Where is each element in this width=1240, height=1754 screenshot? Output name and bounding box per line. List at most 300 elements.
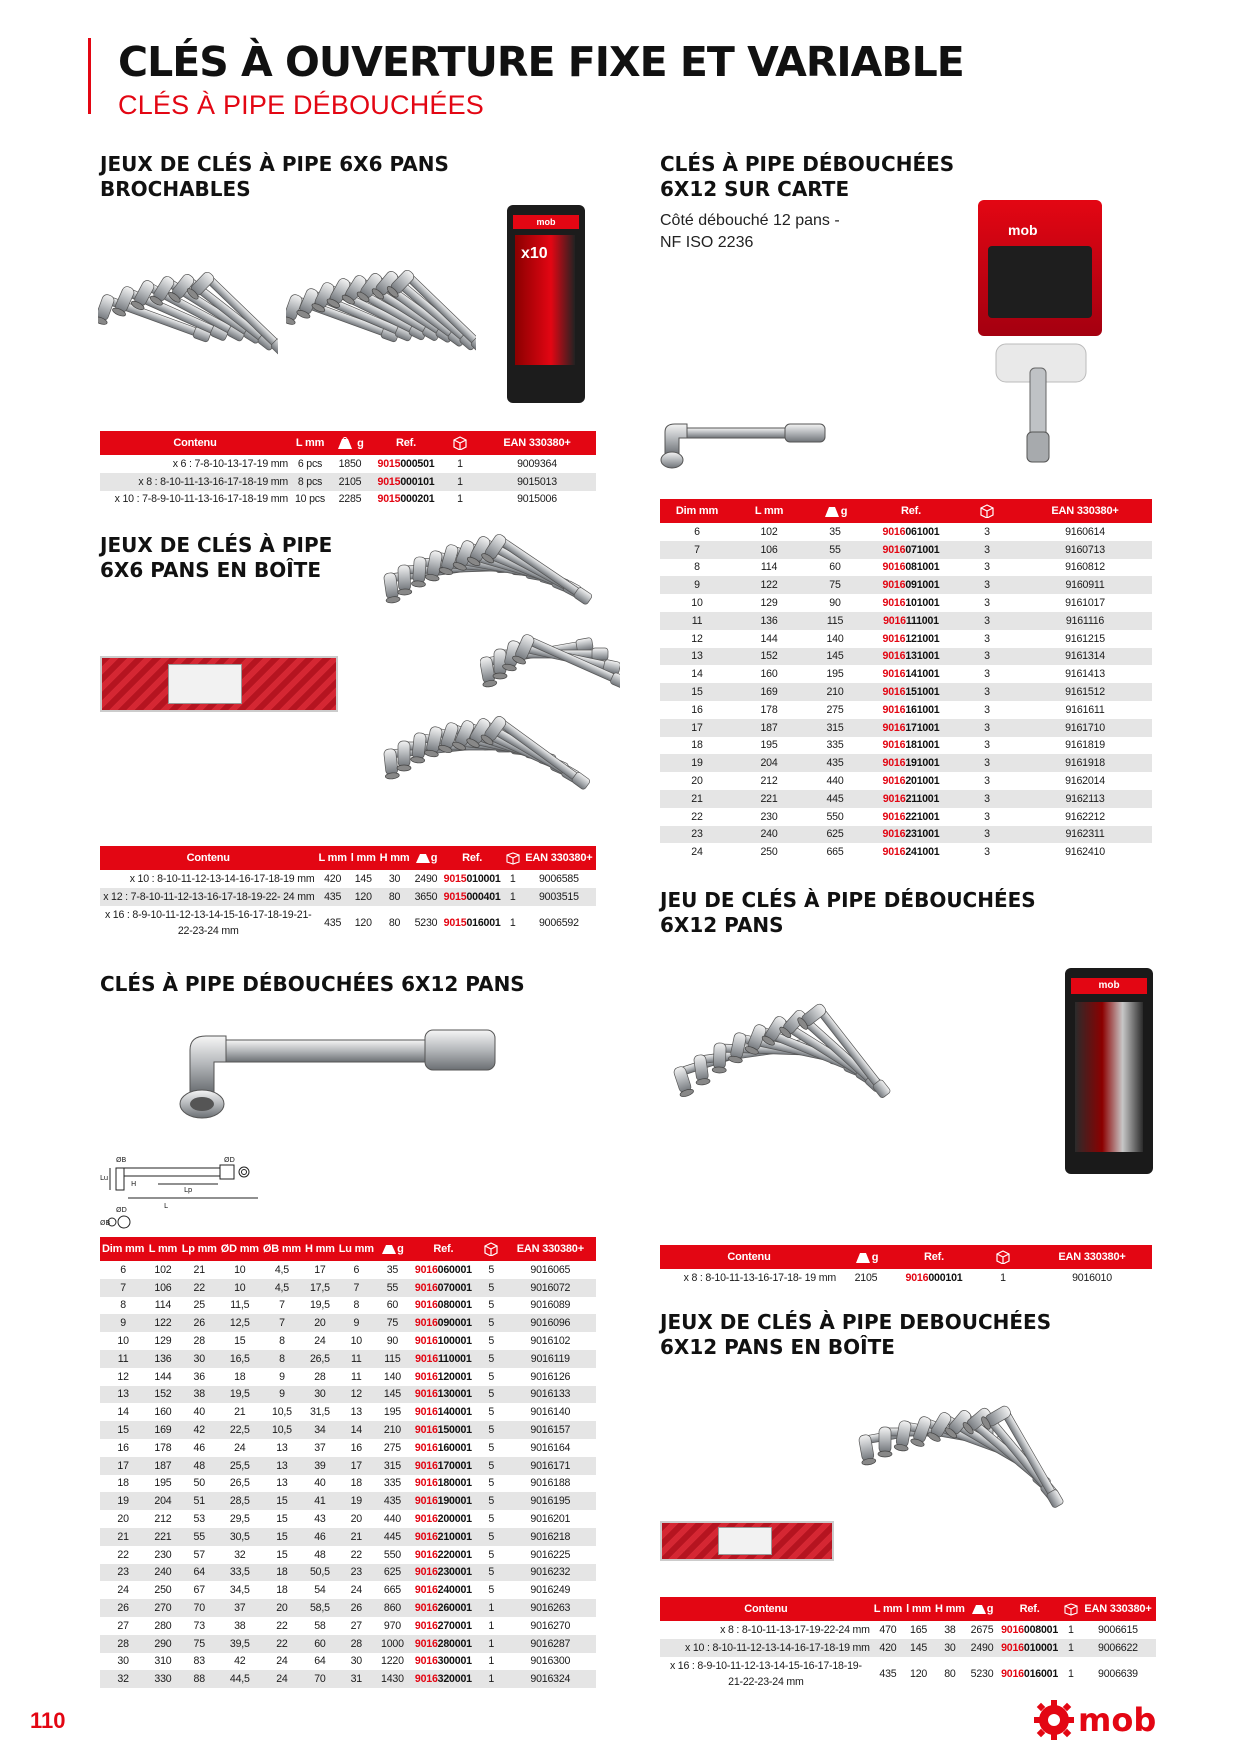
cell-l: 420 [872, 1639, 904, 1657]
table-row [100, 1617, 596, 1635]
cell-l: 221 [734, 790, 804, 808]
cell-ean: 9161512 [1018, 683, 1152, 701]
ref-prefix: 9016 [1001, 1623, 1024, 1636]
cell-ob: 13 [276, 1477, 288, 1490]
col-header-unit: g [871, 1250, 879, 1263]
cell-ob: 4,5 [261, 1279, 303, 1297]
cell-h: 38 [944, 1623, 956, 1636]
cell-l: 212 [760, 775, 778, 788]
cell-dim: 21 [100, 1528, 146, 1546]
cell-w: 120 [910, 1667, 928, 1680]
cell-ref [409, 1492, 478, 1510]
cell-h: 20 [303, 1314, 337, 1332]
table-row [100, 1332, 596, 1350]
ref-prefix: 9016 [414, 1424, 438, 1437]
table-row [100, 1439, 596, 1457]
ref-suffix: 190001 [437, 1495, 472, 1508]
cell-ean: 9160614 [1065, 525, 1105, 538]
col-header: Ref. [997, 1597, 1062, 1621]
cell-dim: 14 [117, 1406, 129, 1419]
cell-g: 665 [826, 846, 844, 859]
cell-l: 129 [154, 1335, 172, 1348]
cell-g: 1850 [338, 457, 362, 470]
cell-ean: 9009364 [517, 457, 557, 470]
col-header-weight [804, 499, 866, 523]
wrench-set-image [480, 622, 620, 702]
cell-ob: 10,5 [261, 1421, 303, 1439]
ref-suffix: 000401 [466, 890, 501, 903]
ref-prefix: 9015 [443, 916, 467, 929]
cell-ref [866, 630, 956, 648]
cell-qty: 3 [956, 576, 1018, 594]
col-header-box [504, 846, 522, 870]
ref-suffix: 008001 [1023, 1623, 1059, 1636]
ref-suffix: 220001 [437, 1548, 472, 1561]
cell-qty: 3 [984, 739, 990, 752]
ref-prefix: 9016 [414, 1281, 438, 1294]
cell-ref [409, 1475, 478, 1493]
ref-suffix: 070001 [437, 1281, 472, 1294]
cell-lu: 17 [337, 1457, 376, 1475]
cell-qty: 1 [442, 473, 478, 491]
cell-ref [409, 1546, 478, 1564]
cell-od: 24 [234, 1441, 246, 1454]
cell-ean: 9162311 [1018, 826, 1152, 844]
col-header-unit: g [840, 504, 848, 517]
cell-ean: 9161819 [1065, 739, 1105, 752]
cell-qty: 3 [984, 632, 990, 645]
ref-suffix: 131001 [905, 650, 940, 663]
case-image [660, 1521, 834, 1561]
ref-prefix: 9016 [882, 686, 906, 699]
cell-qty: 1 [478, 1670, 505, 1688]
cell-ob: 13 [261, 1457, 303, 1475]
table-row [660, 1269, 1152, 1287]
ref-prefix: 9015 [377, 493, 401, 506]
ref-prefix: 9016 [414, 1335, 438, 1348]
cell-dim: 17 [100, 1457, 146, 1475]
table-row [100, 1314, 596, 1332]
cell-qty: 5 [488, 1335, 495, 1348]
cell-l: 169 [734, 683, 804, 701]
cell-lu: 14 [337, 1421, 376, 1439]
cell-ob: 22 [276, 1619, 288, 1632]
cell-g: 2675 [970, 1623, 994, 1636]
cell-lu: 9 [337, 1314, 376, 1332]
cell-ref [866, 594, 956, 612]
cell-lp: 42 [180, 1421, 219, 1439]
table-row [100, 1564, 596, 1582]
cell-ob: 18 [276, 1584, 288, 1597]
cell-l: 250 [760, 846, 778, 859]
cell-qty: 5 [478, 1350, 505, 1368]
cell-qty: 5 [478, 1457, 505, 1475]
cell-dim: 18 [117, 1477, 129, 1490]
cell-dim: 6 [694, 525, 700, 538]
table-row [660, 1639, 1156, 1657]
weight-icon [336, 437, 354, 450]
ref-suffix: 180001 [437, 1477, 472, 1490]
cell-dim: 13 [100, 1386, 146, 1404]
cell-od: 15 [234, 1335, 246, 1348]
ref-suffix: 151001 [905, 686, 940, 699]
cell-ref [409, 1617, 478, 1635]
cell-qty: 5 [488, 1477, 495, 1490]
cell-ob: 8 [279, 1335, 285, 1348]
card-window [988, 246, 1092, 318]
cell-l: 240 [146, 1564, 179, 1582]
col-header-box [1062, 1597, 1080, 1621]
cell-qty: 3 [984, 775, 990, 788]
cell-dim: 27 [117, 1619, 129, 1632]
cell-g: 315 [376, 1457, 409, 1475]
col-header: Contenu [660, 1245, 838, 1269]
cell-ref [409, 1297, 478, 1315]
cell-qty: 1 [1068, 1667, 1074, 1680]
col-header: Contenu [100, 846, 316, 870]
table-row [100, 1457, 596, 1475]
cell-ean: 9161710 [1018, 719, 1152, 737]
description-line: NF ISO 2236 [660, 234, 754, 251]
cell-od: 39,5 [219, 1635, 261, 1653]
cell-lp: 53 [193, 1513, 205, 1526]
cell-ean: 9016201 [530, 1513, 571, 1526]
ref-prefix: 9016 [882, 721, 906, 734]
section-title-line: JEU DE CLÉS À PIPE DÉBOUCHÉES [660, 888, 1036, 912]
table-row [660, 754, 1152, 772]
cell-dim: 12 [691, 632, 703, 645]
cell-ean: 9006585 [538, 872, 579, 885]
cell-ean: 9015013 [478, 473, 596, 491]
cell-ob: 15 [276, 1548, 288, 1561]
cell-g: 60 [829, 561, 841, 574]
cell-lu: 11 [350, 1370, 362, 1383]
cell-qty: 1 [478, 1635, 505, 1653]
col-header: EAN 330380+ [505, 1237, 596, 1261]
cell-dim: 11 [660, 612, 734, 630]
cell-l: 240 [734, 826, 804, 844]
cell-h: 30 [303, 1386, 337, 1404]
cell-dim: 10 [117, 1335, 129, 1348]
cell-dim: 32 [100, 1670, 146, 1688]
cell-l: 160 [154, 1406, 172, 1419]
cell-g: 440 [826, 775, 844, 788]
cell-l: 435 [316, 888, 348, 906]
cell-qty: 3 [956, 719, 1018, 737]
ref-suffix: 300001 [437, 1655, 472, 1668]
cell-qty: 5 [488, 1406, 495, 1419]
cell-l: 122 [146, 1314, 179, 1332]
table-row [100, 1528, 596, 1546]
cell-qty: 3 [956, 683, 1018, 701]
cell-h: 31,5 [309, 1406, 330, 1419]
cell-l: 204 [146, 1492, 179, 1510]
cell-dim: 7 [660, 541, 734, 559]
cell-lp: 75 [180, 1635, 219, 1653]
cell-h: 80 [388, 916, 401, 929]
cell-g: 970 [383, 1619, 401, 1632]
table-row [100, 1599, 596, 1617]
box-icon [979, 504, 995, 518]
ref-prefix: 9016 [414, 1637, 438, 1650]
cell-ean: 9016324 [505, 1670, 596, 1688]
table-header-row [660, 1597, 1156, 1621]
cell-ean: 9016102 [530, 1335, 571, 1348]
cell-lu: 12 [337, 1386, 376, 1404]
cell-l: 470 [879, 1623, 897, 1636]
ref-prefix: 9016 [414, 1299, 438, 1312]
cell-dim: 13 [660, 648, 734, 666]
table-header-row [100, 1237, 596, 1261]
cell-lp: 55 [180, 1528, 219, 1546]
section-title-line: 6X6 PANS EN BOÎTE [100, 558, 321, 582]
ref-prefix: 9016 [414, 1548, 438, 1561]
cell-od: 28,5 [219, 1492, 261, 1510]
cell-h: 28 [314, 1370, 326, 1383]
table-row [660, 630, 1152, 648]
ref-prefix: 9016 [414, 1495, 438, 1508]
cell-h: 34 [303, 1421, 337, 1439]
cell-ref [866, 719, 956, 737]
cell-g: 2105 [330, 473, 370, 491]
cell-g: 1220 [381, 1655, 404, 1668]
table-row [100, 1297, 596, 1315]
table-row [100, 1635, 596, 1653]
table-sec5-wrapper [660, 1245, 1152, 1287]
cell-contenu: x 10 : 7-8-9-10-11-13-16-17-18-19 mm [114, 493, 288, 506]
dim-label: L [164, 1202, 168, 1210]
weight-icon [971, 1603, 987, 1615]
cell-od: 19,5 [219, 1386, 261, 1404]
cell-g: 55 [376, 1279, 409, 1297]
cell-w: 120 [354, 916, 372, 929]
product-table-sec6 [660, 1597, 1156, 1691]
ref-suffix: 110001 [437, 1352, 472, 1365]
page-number: 110 [30, 1708, 66, 1733]
cell-dim: 11 [100, 1350, 146, 1368]
cell-qty: 1 [488, 1619, 495, 1632]
col-header: EAN 330380+ [478, 431, 596, 455]
table-sec3-wrapper [100, 1237, 596, 1688]
cell-ean: 9016157 [505, 1421, 596, 1439]
cell-l: 136 [734, 612, 804, 630]
table-sec6-wrapper [660, 1597, 1156, 1691]
packaging-box-image [1065, 968, 1153, 1174]
col-header-weight [411, 846, 440, 870]
cell-od: 34,5 [229, 1584, 250, 1597]
col-header-unit: g [430, 851, 438, 864]
weight-icon [823, 505, 841, 518]
cell-qty: 5 [488, 1299, 495, 1312]
ref-prefix: 9016 [882, 792, 906, 805]
table-row [660, 594, 1152, 612]
contenu-line: 21-22-23-24 mm [728, 1675, 804, 1688]
cell-g: 275 [826, 703, 844, 716]
cell-qty: 5 [478, 1492, 505, 1510]
ref-prefix: 9016 [882, 597, 906, 610]
cell-ref [409, 1670, 478, 1688]
section-description [660, 210, 840, 254]
cell-ean: 9016263 [505, 1599, 596, 1617]
ref-suffix: 121001 [905, 632, 940, 645]
ref-suffix: 221001 [905, 810, 940, 823]
cell-l: 144 [154, 1370, 172, 1383]
ref-prefix: 9016 [414, 1459, 438, 1472]
cell-h: 54 [314, 1584, 326, 1597]
cell-od: 26,5 [229, 1477, 250, 1490]
table-row [660, 737, 1152, 755]
col-header-box [956, 499, 1018, 523]
cell-l: 8 pcs [290, 473, 330, 491]
cell-ean: 9162014 [1065, 775, 1105, 788]
cell-ean: 9016010 [1072, 1271, 1112, 1284]
cell-qty: 5 [478, 1528, 505, 1546]
ref-suffix: 101001 [905, 597, 940, 610]
cell-qty: 1 [509, 872, 516, 885]
ref-suffix: 091001 [905, 579, 940, 592]
table-row [100, 1261, 596, 1279]
ref-prefix: 9016 [414, 1602, 438, 1615]
cell-contenu [660, 1657, 872, 1691]
contenu-line: 22-23-24 mm [177, 924, 239, 937]
cell-ob: 15 [261, 1528, 303, 1546]
cell-g: 115 [804, 612, 866, 630]
ref-prefix: 9016 [882, 810, 906, 823]
packaging-brand-label: mob [1071, 978, 1147, 994]
cell-g: 445 [804, 790, 866, 808]
col-header-weight [376, 1237, 409, 1261]
cell-dim: 26 [100, 1599, 146, 1617]
cell-l: 330 [146, 1670, 179, 1688]
ref-prefix: 9016 [882, 757, 906, 770]
table-row [660, 541, 1152, 559]
cell-ref [866, 737, 956, 755]
cell-lu: 26 [337, 1599, 376, 1617]
cell-ref [409, 1510, 478, 1528]
col-header: L mm [290, 431, 330, 455]
cell-qty: 5 [478, 1421, 505, 1439]
cell-ean: 9006622 [1080, 1639, 1156, 1657]
ref-prefix: 9016 [414, 1388, 438, 1401]
cell-h: 80 [378, 888, 412, 906]
cell-ref [370, 491, 442, 509]
col-header-weight [838, 1245, 894, 1269]
cell-ref [441, 888, 504, 906]
col-header: Dim mm [660, 499, 734, 523]
cell-g: 5230 [414, 916, 438, 929]
cell-ref [409, 1386, 478, 1404]
cell-lp: 40 [193, 1406, 205, 1419]
cell-dim: 8 [694, 561, 700, 574]
ref-suffix: 241001 [905, 846, 940, 859]
cell-od: 37 [219, 1599, 261, 1617]
cell-od: 30,5 [219, 1528, 261, 1546]
cell-g: 1000 [376, 1635, 409, 1653]
cell-h: 17,5 [303, 1279, 337, 1297]
cell-ob: 24 [276, 1655, 288, 1668]
cell-w: 120 [349, 888, 378, 906]
ref-prefix: 9016 [882, 828, 906, 841]
sec4-table-body [660, 523, 1152, 861]
cell-l: 102 [154, 1263, 172, 1276]
cell-g: 315 [804, 719, 866, 737]
cell-g: 145 [804, 648, 866, 666]
col-header-box [974, 1245, 1032, 1269]
ref-suffix: 111001 [905, 614, 939, 627]
section-title-line: CLÉS À PIPE DÉBOUCHÉES [660, 152, 955, 176]
cell-ean: 9006639 [1098, 1667, 1138, 1680]
cell-ref [409, 1421, 478, 1439]
cell-ref [866, 576, 956, 594]
cell-ref [997, 1657, 1062, 1691]
col-header: L mm [872, 1597, 904, 1621]
cell-lp: 22 [180, 1279, 219, 1297]
ref-suffix: 200001 [437, 1513, 472, 1526]
cell-ref [409, 1581, 478, 1599]
col-header: EAN 330380+ [1018, 499, 1152, 523]
cell-g: 145 [376, 1386, 409, 1404]
cell-lu: 18 [350, 1477, 362, 1490]
cell-ref [409, 1457, 478, 1475]
col-header: Ref. [441, 846, 504, 870]
cell-ref [866, 790, 956, 808]
case-label [718, 1527, 772, 1555]
cell-od: 12,5 [219, 1314, 261, 1332]
ref-prefix: 9016 [415, 1352, 438, 1365]
cell-od: 18 [234, 1370, 246, 1383]
cell-ob: 9 [279, 1370, 285, 1383]
sec3-table-body [100, 1261, 596, 1688]
table-row [660, 683, 1152, 701]
cell-g: 2105 [854, 1271, 878, 1284]
table-row [660, 1621, 1156, 1639]
ref-suffix: 210001 [437, 1530, 472, 1543]
cell-ref [866, 683, 956, 701]
cell-od: 33,5 [219, 1564, 261, 1582]
col-header: Ref. [866, 499, 956, 523]
ref-prefix: 9016 [414, 1530, 438, 1543]
packaging-window [1075, 1002, 1143, 1152]
cell-ean: 9016089 [530, 1299, 571, 1312]
gear-logo-icon [1034, 1700, 1174, 1740]
ref-suffix: 240001 [437, 1584, 472, 1597]
cell-ref [409, 1635, 478, 1653]
cell-ean: 9161215 [1065, 632, 1105, 645]
cell-h: 70 [303, 1670, 337, 1688]
dimension-diagram [98, 1150, 258, 1230]
cell-dim: 20 [691, 775, 703, 788]
dim-label: Lu [100, 1174, 109, 1182]
table-row [660, 843, 1152, 861]
col-header-unit: g [397, 1242, 404, 1255]
cell-lp: 28 [193, 1335, 205, 1348]
cell-l: 6 pcs [297, 457, 323, 470]
table-row [100, 906, 596, 940]
cell-g: 335 [383, 1477, 401, 1490]
table-row [100, 1350, 596, 1368]
cell-ean: 9161314 [1018, 648, 1152, 666]
cell-ean: 9016249 [530, 1584, 571, 1597]
cell-ref [997, 1621, 1062, 1639]
box-icon [995, 1250, 1011, 1264]
cell-dim: 15 [100, 1421, 146, 1439]
ref-suffix: 010001 [1023, 1641, 1059, 1654]
ref-suffix: 080001 [437, 1299, 472, 1312]
cell-h: 26,5 [303, 1350, 337, 1368]
ref-prefix: 9016 [414, 1370, 438, 1383]
cell-ean: 9016270 [530, 1619, 571, 1632]
cell-dim: 21 [660, 790, 734, 808]
